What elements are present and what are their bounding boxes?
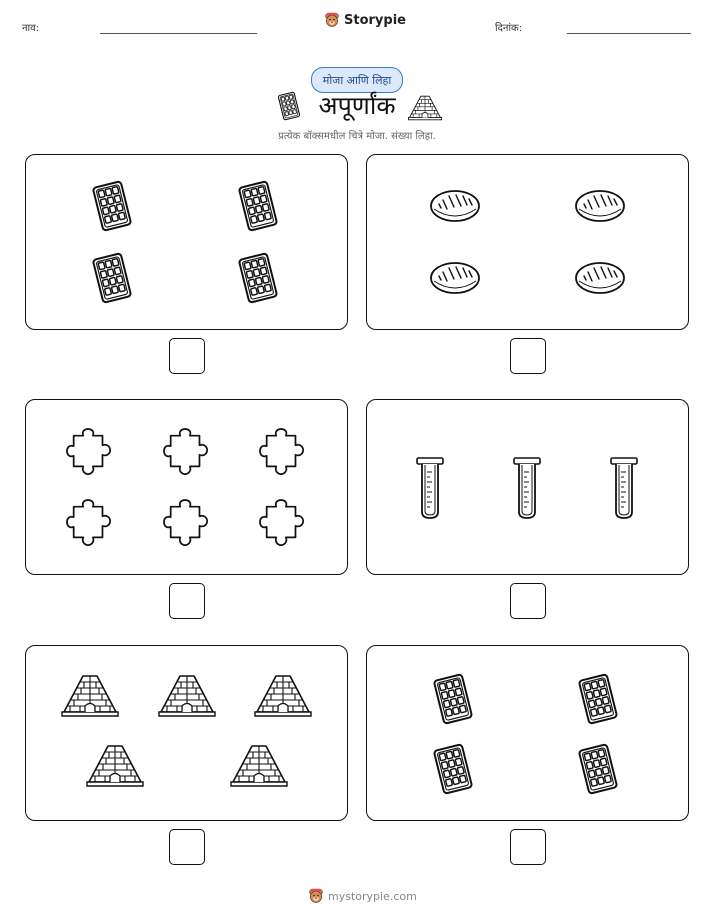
puzzle-piece-icon	[66, 428, 114, 476]
brand-logo	[324, 12, 406, 28]
footer-url[interactable]: mystorypie.com	[328, 889, 417, 903]
chocolate-bar-icon	[90, 251, 134, 305]
chocolate-bar-icon	[236, 251, 280, 305]
puzzle-piece-icon	[66, 499, 114, 547]
chocolate-bar-icon	[236, 179, 280, 233]
test-tube-icon	[512, 456, 542, 520]
puzzle-piece-icon	[259, 428, 307, 476]
pyramid-icon	[229, 744, 289, 788]
chocolate-bar-icon	[576, 672, 620, 726]
chocolate-bar-icon	[576, 742, 620, 796]
answer-box-4[interactable]	[510, 583, 546, 619]
bread-loaf-icon	[429, 187, 481, 223]
activity-tag-label: मोजा आणि लिहा	[322, 73, 392, 87]
test-tube-icon	[415, 456, 445, 520]
pyramid-icon	[407, 95, 443, 121]
chocolate-bar-icon	[90, 179, 134, 233]
test-tube-icon	[609, 456, 639, 520]
date-label: दिनांक:	[495, 23, 523, 34]
puzzle-piece-icon	[163, 428, 211, 476]
brand-name: Storypie	[344, 12, 406, 28]
pyramid-icon	[157, 674, 217, 718]
counting-box-4	[366, 399, 689, 575]
answer-box-6[interactable]	[510, 829, 546, 865]
instruction-text: प्रत्येक बॉक्समधील चित्रे मोजा. संख्या लिहा.	[278, 131, 436, 142]
counting-box-3	[25, 399, 348, 575]
counting-box-1	[25, 154, 348, 330]
answer-box-3[interactable]	[169, 583, 205, 619]
bread-loaf-icon	[574, 187, 626, 223]
answer-box-2[interactable]	[510, 338, 546, 374]
puzzle-piece-icon	[163, 499, 211, 547]
counting-box-6	[366, 645, 689, 821]
bear-logo-icon	[308, 888, 324, 904]
pyramid-icon	[60, 674, 120, 718]
counting-box-5	[25, 645, 348, 821]
date-line[interactable]	[567, 33, 691, 34]
footer	[308, 888, 417, 904]
answer-box-5[interactable]	[169, 829, 205, 865]
name-label: नाव:	[22, 23, 40, 34]
chocolate-bar-icon	[431, 742, 475, 796]
answer-box-1[interactable]	[169, 338, 205, 374]
bear-logo-icon	[324, 12, 340, 28]
pyramid-icon	[85, 744, 145, 788]
pyramid-icon	[253, 674, 313, 718]
counting-box-2	[366, 154, 689, 330]
name-line[interactable]	[100, 33, 257, 34]
bread-loaf-icon	[429, 259, 481, 295]
bread-loaf-icon	[574, 259, 626, 295]
page-title: अपूर्णांक	[318, 91, 396, 120]
puzzle-piece-icon	[259, 499, 307, 547]
chocolate-bar-icon	[431, 672, 475, 726]
